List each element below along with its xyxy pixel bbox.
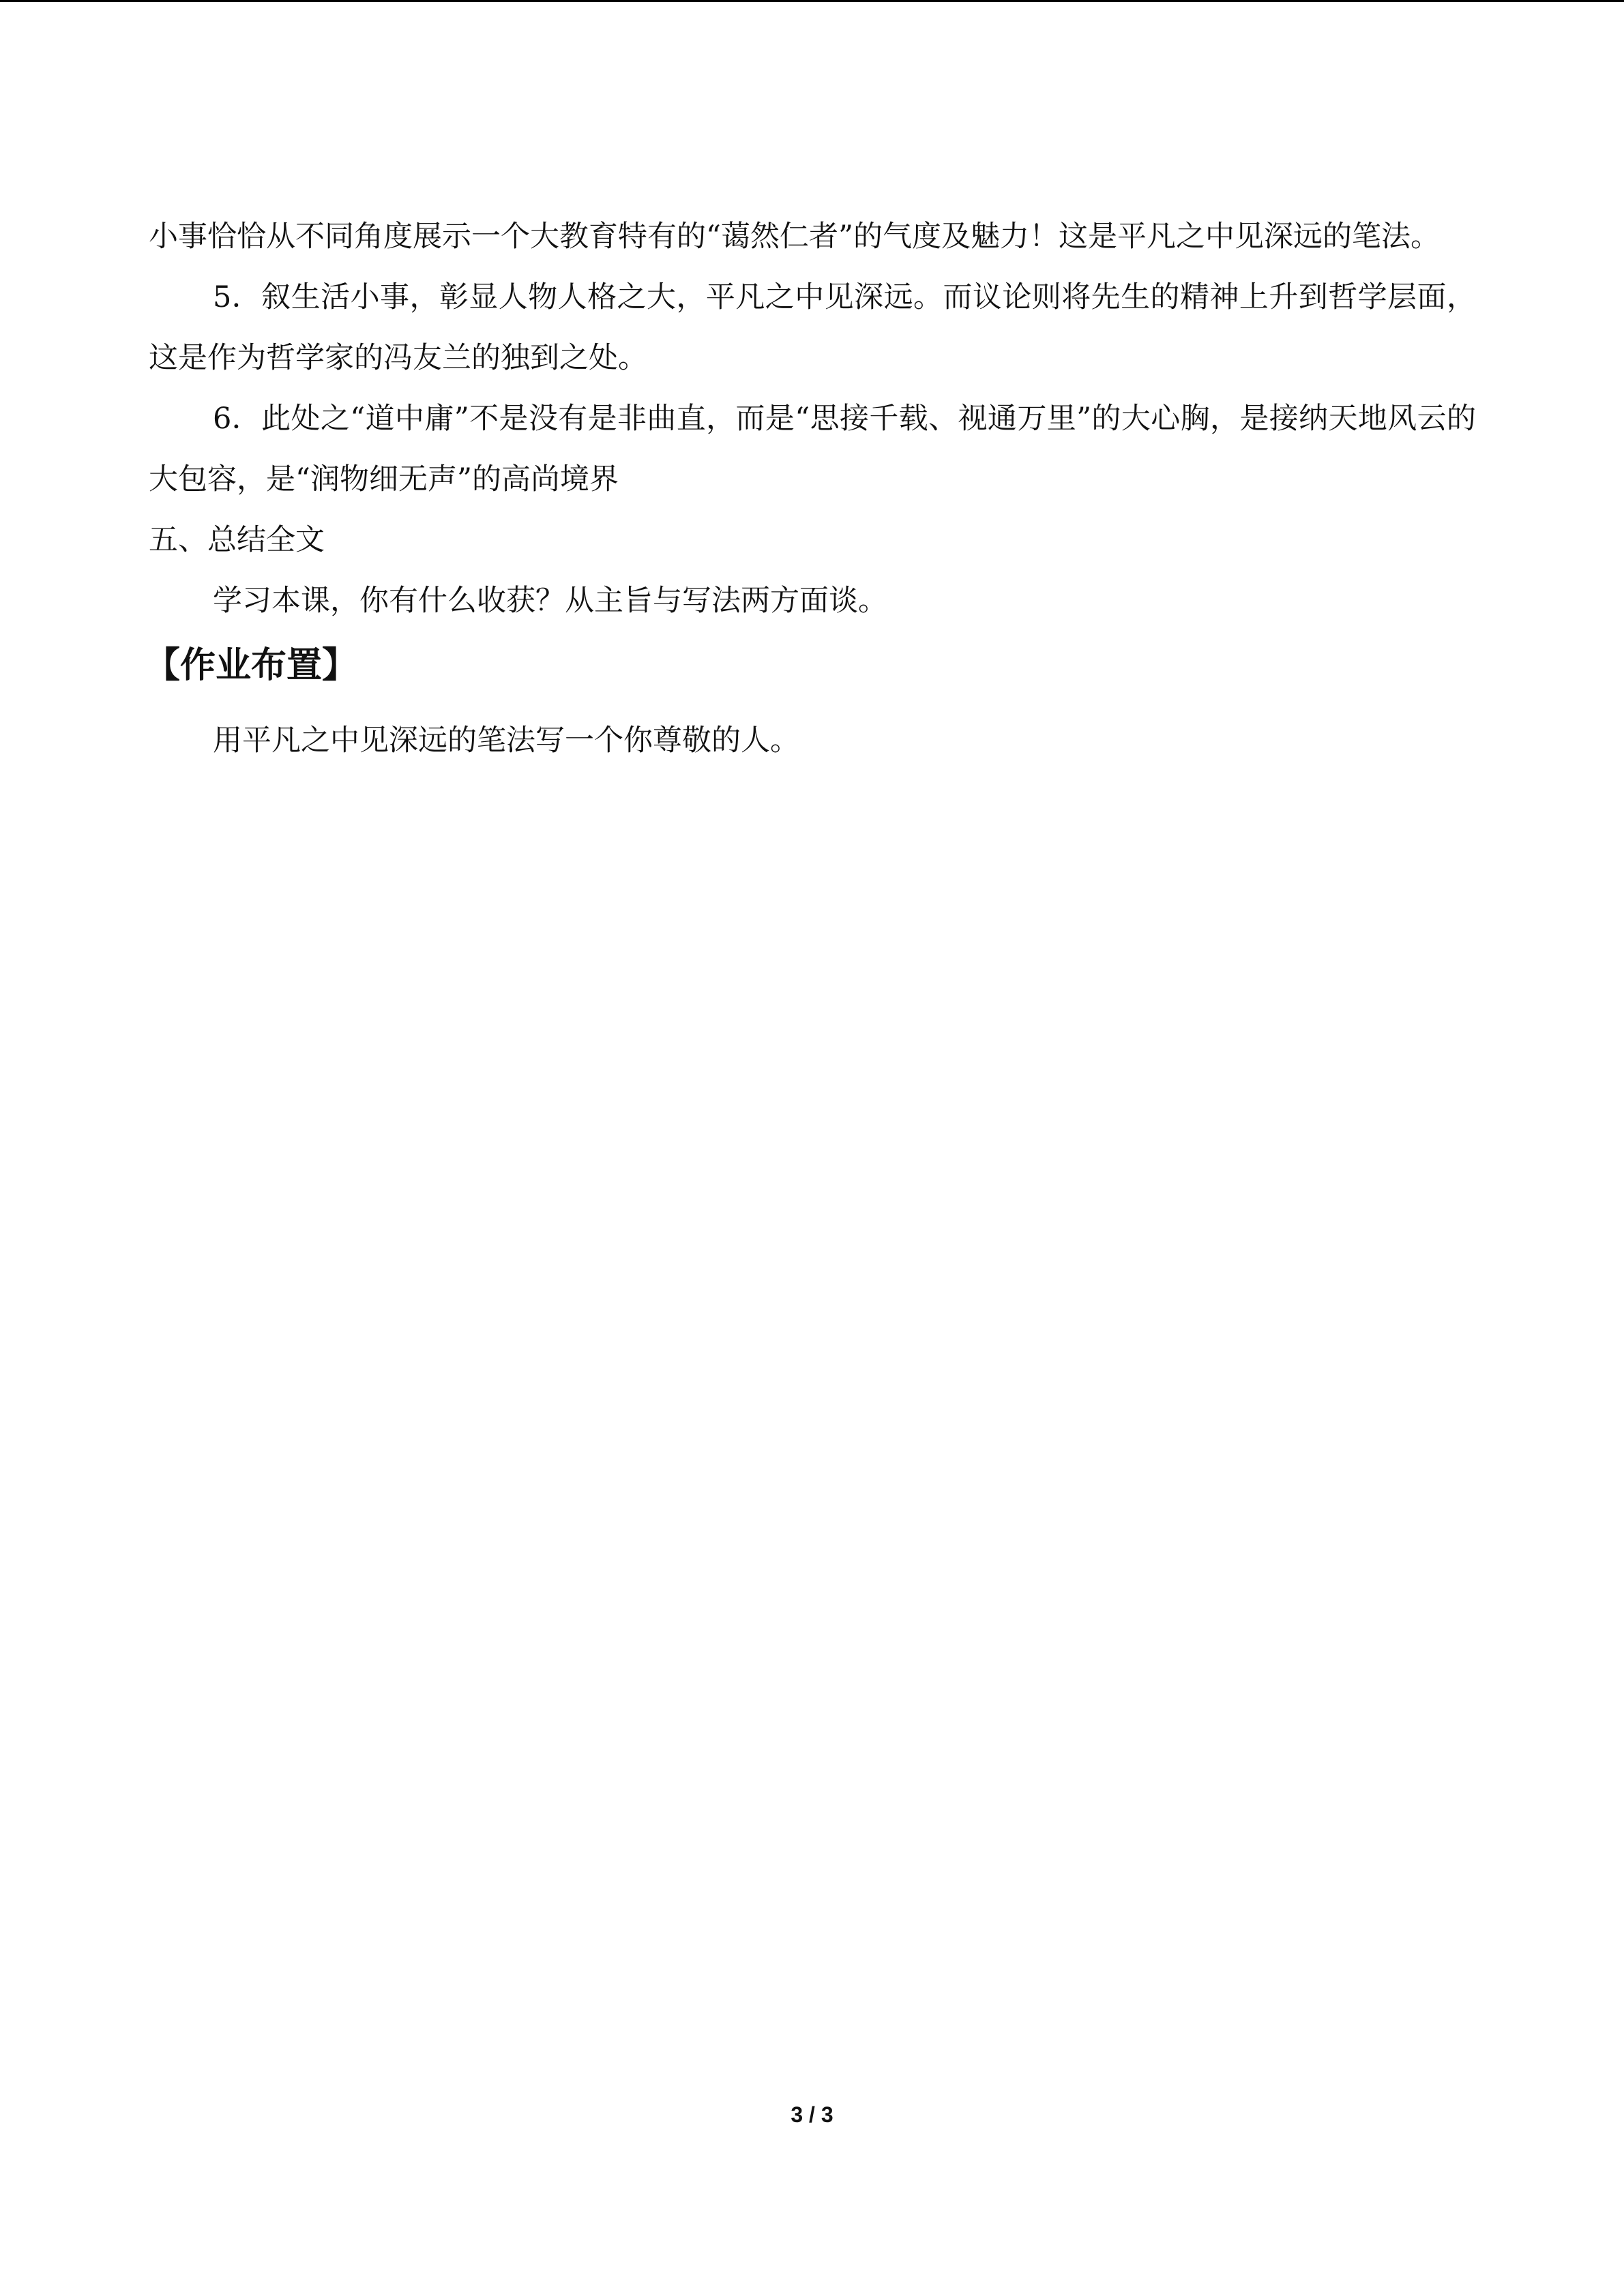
paragraph-continuation: 小事恰恰从不同角度展示一个大教育特有的“蔼然仁者”的气度及魅力！这是平凡之中见深远的笔法。 (149, 220, 1440, 254)
paragraph-point-6: 6．此处之“道中庸”不是没有是非曲直，而是“思接千载、视通万里”的大心胸，是接纳天地风云的大包容，是“润物细无声”的高尚境界 (149, 402, 1476, 496)
document-body (145, 207, 1476, 771)
paragraph-summary-question: 学习本课，你有什么收获？从主旨与写法两方面谈。 (213, 584, 887, 618)
page-number: 3 / 3 (791, 2102, 833, 2127)
homework-heading: 【作业布置】 (145, 645, 358, 686)
homework-text: 用平凡之中见深远的笔法写一个你尊敬的人。 (213, 724, 799, 758)
paragraph-point-5: 5．叙生活小事，彰显人物人格之大，平凡之中见深远。而议论则将先生的精神上升到哲学层面，这是作为哲学家的冯友兰的独到之处。 (149, 280, 1476, 375)
section-heading-summary: 五、总结全文 (149, 523, 325, 557)
